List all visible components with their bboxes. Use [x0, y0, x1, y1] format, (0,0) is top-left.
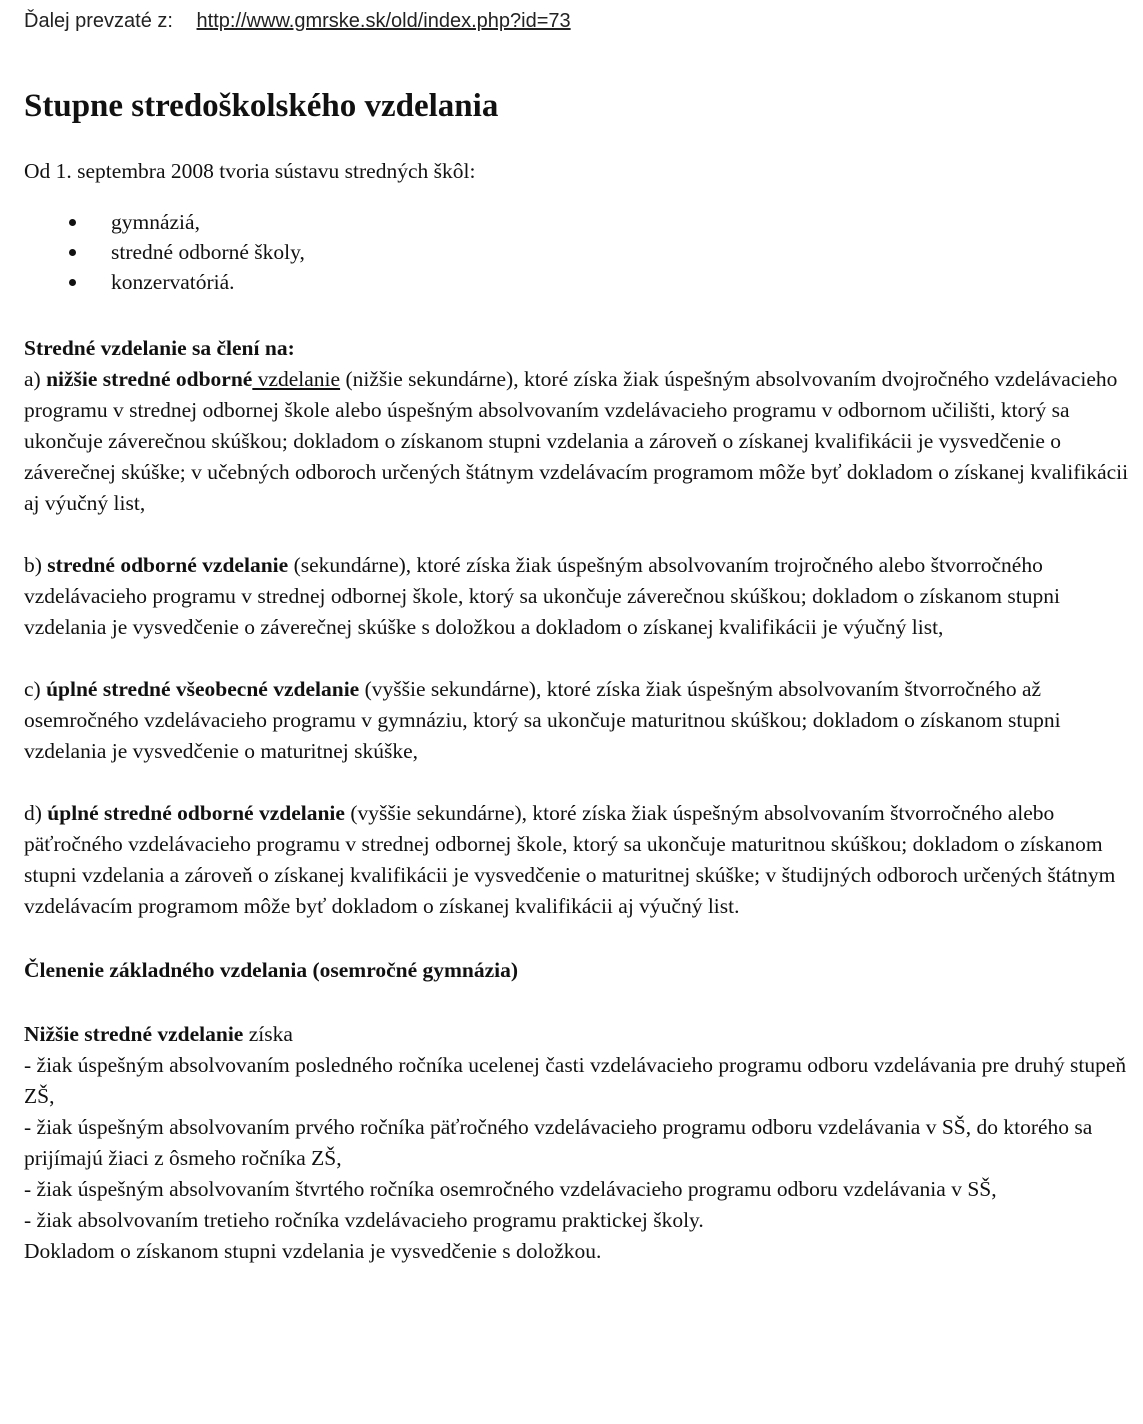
paragraph-b	[24, 550, 1129, 643]
lower-secondary-line: - žiak úspešným absolvovaním prvého ročníka päťročného vzdelávacieho programu odboru vzdelávania v SŠ, do ktorého sa prijímajú žiaci z ôsmeho ročníka ZŠ,	[24, 1115, 1093, 1170]
source-label: Ďalej prevzaté z:	[24, 10, 173, 32]
basic-heading: Členenie základného vzdelania (osemročné gymnázia)	[24, 958, 519, 982]
list-item: konzervatóriá.	[69, 267, 1129, 297]
item-bold: stredné odborné vzdelanie	[47, 553, 289, 577]
item-prefix: d)	[24, 801, 48, 825]
source-link[interactable]: http://www.gmrske.sk/old/index.php?id=73	[196, 10, 571, 32]
paragraph-d	[24, 798, 1129, 922]
item-text: (sekundárne), ktoré získa žiak úspešným absolvovaním trojročného alebo štvorročného vzdelávacieho programu v strednej odbornej škole, ktorý sa ukončuje záverečnou skúškou; dokladom o získanom stupni vzdelania je vysvedčenie o záverečnej skúške s doložkou a dokladom o získanej kvalifikácii je výučný list,	[24, 553, 1060, 639]
paragraph-c	[24, 674, 1129, 767]
item-underlined: vzdelanie	[252, 367, 341, 391]
intro-text: Od 1. septembra 2008 tvoria sústavu stredných škôl:	[24, 159, 476, 183]
school-list	[24, 207, 1129, 297]
list-item: stredné odborné školy,	[69, 237, 1129, 267]
lower-secondary-line: - žiak úspešným absolvovaním posledného ročníka ucelenej časti vzdelávacieho programu odboru vzdelávania pre druhý stupeň ZŠ,	[24, 1053, 1127, 1108]
item-bold: nižšie stredné odborné	[46, 367, 253, 391]
lower-secondary-intro	[24, 1019, 1129, 1050]
section-heading: Stredné vzdelanie sa člení na:	[24, 336, 295, 360]
paragraph-a	[24, 364, 1129, 519]
list-item: gymnáziá,	[69, 207, 1129, 237]
lower-secondary-bold: Nižšie stredné vzdelanie	[24, 1022, 244, 1046]
page-title: Stupne stredoškolského vzdelania	[24, 88, 499, 124]
lower-secondary-text: získa	[243, 1022, 293, 1046]
item-prefix: c)	[24, 677, 47, 701]
item-bold: úplné stredné všeobecné vzdelanie	[46, 677, 360, 701]
item-text: (vyššie sekundárne), ktoré získa žiak úspešným absolvovaním štvorročného až osemročného vzdelávacieho programu v gymnáziu, ktorý sa ukončuje maturitnou skúškou; dokladom o získanom stupni vzdelania je vysvedčenie o maturitnej skúške,	[24, 677, 1061, 763]
source-line	[24, 8, 1129, 34]
lower-secondary-line: - žiak úspešným absolvovaním štvrtého ročníka osemročného vzdelávacieho programu odboru vzdelávania v SŠ,	[24, 1177, 997, 1201]
item-text: (vyššie sekundárne), ktoré získa žiak úspešným absolvovaním štvorročného alebo päťročného vzdelávacieho programu v strednej odbornej škole, ktorý sa ukončuje maturitnou skúškou; dokladom o získanom stupni vzdelania a zároveň o získanej kvalifikácii je vysvedčenie o maturitnej skúške; v študijných odboroch určených štátnym vzdelávacím programom môže byť dokladom o získanej kvalifikácii aj výučný list.	[24, 801, 1116, 918]
lower-secondary-closing: Dokladom o získanom stupni vzdelania je vysvedčenie s doložkou.	[24, 1239, 602, 1263]
document-page	[24, 0, 1129, 1267]
item-prefix: a)	[24, 367, 47, 391]
item-text: (nižšie sekundárne), ktoré získa žiak úspešným absolvovaním dvojročného vzdelávacieho programu v strednej odbornej škole alebo úspešným absolvovaním vzdelávacieho programu v odbornom učilišti, ktorý sa ukončuje záverečnou skúškou; dokladom o získanom stupni vzdelania a zároveň o získanej kvalifikácii je vysvedčenie o záverečnej skúške; v učebných odboroch určených štátnym vzdelávacím programom môže byť dokladom o získanej kvalifikácii aj výučný list,	[24, 367, 1129, 515]
item-bold: úplné stredné odborné vzdelanie	[47, 801, 345, 825]
item-prefix: b)	[24, 553, 48, 577]
lower-secondary-line: - žiak absolvovaním tretieho ročníka vzdelávacieho programu praktickej školy.	[24, 1208, 704, 1232]
